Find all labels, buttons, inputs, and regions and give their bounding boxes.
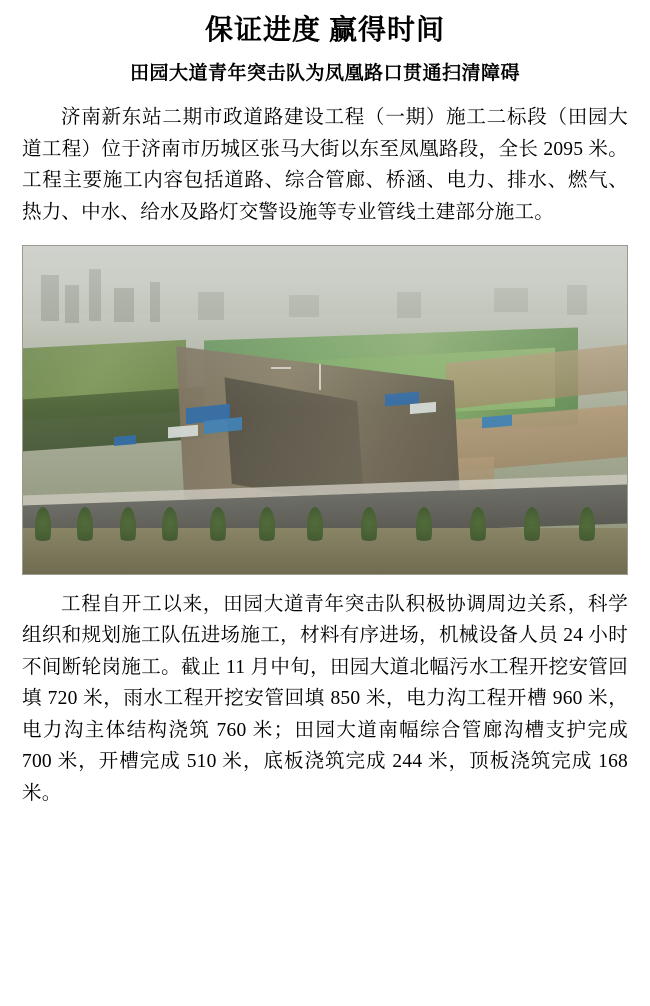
construction-site-aerial-photo	[22, 245, 628, 575]
skyline-building-icon	[150, 282, 160, 322]
street-tree-icon	[259, 507, 275, 547]
street-tree-icon	[579, 507, 595, 547]
skyline-building-icon	[567, 285, 587, 315]
street-tree-icon	[210, 507, 226, 547]
street-tree-icon	[470, 507, 486, 547]
site-shed	[114, 435, 136, 446]
photo-image	[23, 246, 627, 574]
street-tree-icon	[35, 507, 51, 547]
street-tree-icon	[120, 507, 136, 547]
street-tree-icon	[361, 507, 377, 547]
street-tree-icon	[77, 507, 93, 547]
crane-mast-icon	[319, 364, 321, 390]
body-paragraph-2: 工程自开工以来，田园大道青年突击队积极协调周边关系，科学组织和规划施工队伍进场施工，材料有序进场，机械设备人员 24 小时不间断轮岗施工。截止 11 月中旬，田园大道北幅污水工程开挖安管回填 720 米，雨水工程开挖安管回填 850 米，电力沟工程开槽 960 米，电力沟主体结构浇筑 760 米；田园大道南幅综合管廊沟槽支护完成 700 米，开槽完成 510 米，底板浇筑完成 244 米，顶板浇筑完成 168 米。	[22, 593, 628, 805]
street-tree-icon	[162, 507, 178, 547]
skyline-building-icon	[89, 269, 101, 321]
crane-jib-icon	[271, 367, 291, 369]
page-title: 保证进度 赢得时间	[204, 15, 445, 46]
street-tree-icon	[416, 507, 432, 547]
street-tree-icon	[307, 507, 323, 547]
skyline-building-icon	[198, 292, 224, 320]
skyline-building-icon	[41, 275, 59, 321]
skyline-building-icon	[114, 288, 134, 322]
skyline-building-icon	[494, 288, 528, 312]
skyline-building-icon	[397, 292, 421, 318]
street-tree-icon	[524, 507, 540, 547]
body-paragraph-1: 济南新东站二期市政道路建设工程（一期）施工二标段（田园大道工程）位于济南市历城区张马大街以东至凤凰路段，全长 2095 米。工程主要施工内容包括道路、综合管廊、桥涵、电力、排水、燃气、热力、中水、给水及路灯交警设施等专业管线土建部分施工。	[22, 107, 628, 224]
skyline-building-icon	[289, 295, 319, 317]
page-subtitle: 田园大道青年突击队为凤凰路口贯通扫清障碍	[129, 62, 520, 84]
skyline-building-icon	[65, 285, 79, 323]
